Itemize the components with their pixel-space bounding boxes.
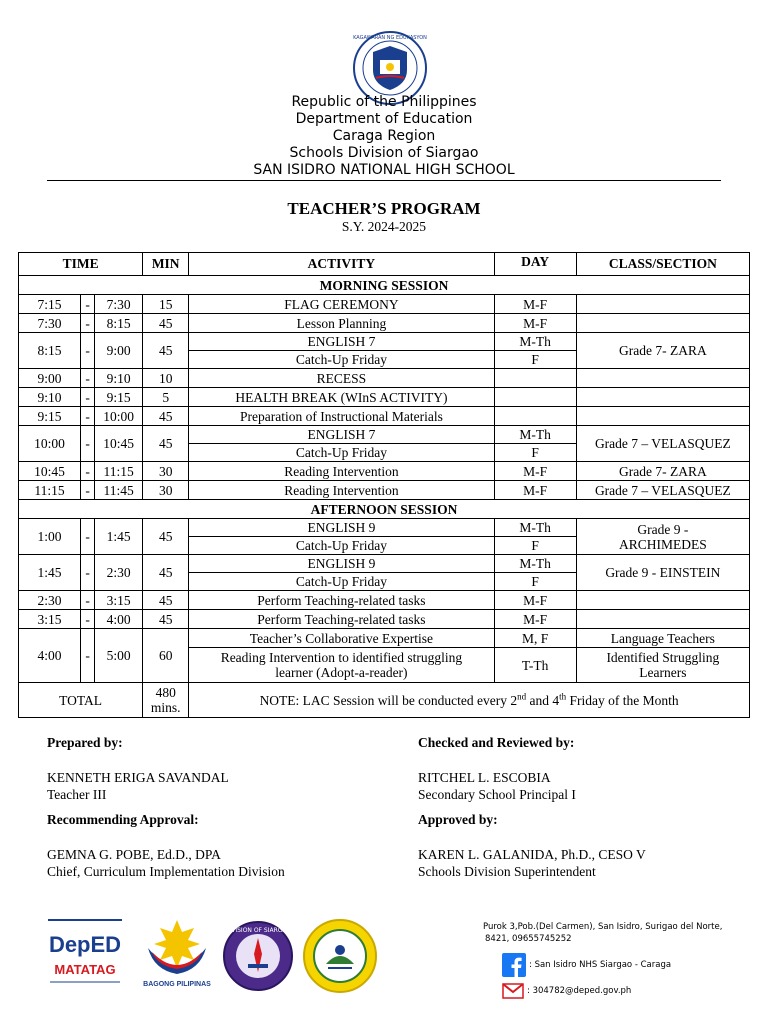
note-text: Friday of the Month [566,692,679,708]
class-section [576,610,749,629]
time-dash: - [81,591,95,610]
day: M-Th [494,555,576,573]
minutes: 45 [143,519,189,555]
activity: HEALTH BREAK (WInS ACTIVITY) [189,388,494,407]
col-activity: ACTIVITY [189,253,494,276]
minutes: 5 [143,388,189,407]
svg-text:MATATAG: MATATAG [54,962,116,977]
start-time: 3:15 [19,610,81,629]
end-time: 11:45 [95,481,143,500]
approved-name: KAREN L. GALANIDA, Ph.D., CESO V [418,847,646,862]
minutes: 60 [143,629,189,683]
morning-session-label: MORNING SESSION [19,276,750,295]
activity: Reading Intervention to identified struggling learner (Adopt-a-reader) [189,648,494,683]
checked-label: Checked and Reviewed by: [418,735,575,750]
svg-text:DIVISION OF SIARGAO: DIVISION OF SIARGAO [224,927,292,934]
day: F [494,537,576,555]
letterhead [0,94,768,179]
lac-note [189,683,750,718]
note-text: and 4 [526,692,560,708]
minutes: 45 [143,591,189,610]
activity: Reading Intervention [189,481,494,500]
end-time: 9:15 [95,388,143,407]
class-section [576,591,749,610]
day: F [494,573,576,591]
note-text: NOTE: LAC Session will be conducted every 2 [259,692,518,708]
table-row [19,462,750,481]
activity: Perform Teaching-related tasks [189,610,494,629]
activity: Perform Teaching-related tasks [189,591,494,610]
class-section: Grade 7 – VELASQUEZ [576,481,749,500]
start-time: 9:15 [19,407,81,426]
school-seal-icon [302,918,378,994]
table-row [19,407,750,426]
total-minutes: 480 mins. [143,683,189,718]
activity: ENGLISH 9 [189,555,494,573]
school-address [483,921,722,945]
activity: Preparation of Instructional Materials [189,407,494,426]
day [494,369,576,388]
recommending-name: GEMNA G. POBE, Ed.D., DPA [47,847,221,862]
class-section [576,388,749,407]
col-day: DAY [494,253,576,276]
class-section: Grade 7- ZARA [576,333,749,369]
table-row [19,388,750,407]
end-time: 8:15 [95,314,143,333]
address-line: 8421, 09655745252 [485,934,572,944]
day: M-F [494,481,576,500]
start-time: 1:00 [19,519,81,555]
time-dash: - [81,426,95,462]
start-time: 4:00 [19,629,81,683]
day: M-F [494,295,576,314]
facebook-icon [502,953,526,977]
table-row [19,481,750,500]
time-dash: - [81,388,95,407]
class-section [576,407,749,426]
school-line: SAN ISIDRO NATIONAL HIGH SCHOOL [253,162,515,178]
start-time: 2:30 [19,591,81,610]
recommending-block [47,811,285,880]
total-row [19,683,750,718]
start-time: 11:15 [19,481,81,500]
svg-text:BAGONG PILIPINAS: BAGONG PILIPINAS [143,981,211,988]
time-dash: - [81,555,95,591]
end-time: 3:15 [95,591,143,610]
region-line: Caraga Region [332,128,436,144]
table-row [19,519,750,537]
start-time: 10:00 [19,426,81,462]
activity: ENGLISH 7 [189,333,494,351]
division-line: Schools Division of Siargao [289,145,479,161]
teacher-program-table [18,252,750,718]
approved-position: Schools Division Superintendent [418,864,596,879]
document-title: TEACHER’S PROGRAM [287,199,481,218]
activity: Catch-Up Friday [189,573,494,591]
col-class: CLASS/SECTION [576,253,749,276]
end-time: 10:45 [95,426,143,462]
table-row [19,369,750,388]
day: M-Th [494,333,576,351]
end-time: 9:00 [95,333,143,369]
minutes: 10 [143,369,189,388]
note-sup: th [559,691,567,701]
start-time: 9:10 [19,388,81,407]
header-divider [47,180,721,181]
checked-position: Secondary School Principal I [418,787,576,802]
minutes: 15 [143,295,189,314]
time-dash: - [81,333,95,369]
division-of-siargao-seal-icon [222,920,294,992]
minutes: 45 [143,314,189,333]
recommending-position: Chief, Curriculum Implementation Division [47,864,285,879]
time-dash: - [81,519,95,555]
day: M-F [494,610,576,629]
prepared-label: Prepared by: [47,735,123,750]
table-row [19,333,750,351]
class-section [576,369,749,388]
checked-name: RITCHEL L. ESCOBIA [418,770,551,785]
start-time: 9:00 [19,369,81,388]
email-contact[interactable] [502,982,631,1000]
table-row [19,295,750,314]
activity: FLAG CEREMONY [189,295,494,314]
activity: Lesson Planning [189,314,494,333]
minutes: 45 [143,426,189,462]
activity: RECESS [189,369,494,388]
day: T-Th [494,648,576,683]
class-section: Grade 9 - ARCHIMEDES [576,519,749,555]
minutes: 45 [143,333,189,369]
activity: Catch-Up Friday [189,537,494,555]
class-section: Identified Struggling Learners [576,648,749,683]
email-address: : 304782@deped.gov.ph [527,986,632,996]
bagong-pilipinas-logo-icon [140,914,214,990]
afternoon-session-label: AFTERNOON SESSION [19,500,750,519]
svg-text:DepED: DepED [48,932,122,957]
day: M-Th [494,519,576,537]
prepared-name: KENNETH ERIGA SAVANDAL [47,770,229,785]
table-header-row [19,253,750,276]
day: M-F [494,591,576,610]
class-section: Grade 7 – VELASQUEZ [576,426,749,462]
end-time: 2:30 [95,555,143,591]
table-row [19,426,750,444]
activity: ENGLISH 7 [189,426,494,444]
approved-by-block [418,811,646,880]
class-section [576,314,749,333]
start-time: 7:15 [19,295,81,314]
total-label: TOTAL [19,683,143,718]
recommending-label: Recommending Approval: [47,812,199,827]
end-time: 9:10 [95,369,143,388]
class-section: Language Teachers [576,629,749,648]
class-section: Grade 9 - EINSTEIN [576,555,749,591]
end-time: 11:15 [95,462,143,481]
day: M-Th [494,426,576,444]
start-time: 8:15 [19,333,81,369]
department-line: Department of Education [295,111,473,127]
prepared-by-block [47,734,229,803]
end-time: 10:00 [95,407,143,426]
address-line: Purok 3,Pob.(Del Carmen), San Isidro, Surigao del Norte, [483,922,723,932]
minutes: 45 [143,555,189,591]
school-year: S.Y. 2024-2025 [341,219,427,234]
day: F [494,444,576,462]
note-sup: nd [517,691,527,701]
facebook-contact[interactable] [502,953,671,977]
day: M-F [494,314,576,333]
end-time: 4:00 [95,610,143,629]
col-time: TIME [19,253,143,276]
end-time: 1:45 [95,519,143,555]
time-dash: - [81,314,95,333]
day: M, F [494,629,576,648]
time-dash: - [81,462,95,481]
activity: Reading Intervention [189,462,494,481]
country-line: Republic of the Philippines [291,94,477,110]
approved-label: Approved by: [418,812,498,827]
time-dash: - [81,295,95,314]
facebook-handle: : San Isidro NHS Siargao - Caraga [529,960,672,970]
day: F [494,351,576,369]
table-row [19,610,750,629]
svg-text:KAGAWARAN NG EDUKASYON: KAGAWARAN NG EDUKASYON [353,35,427,41]
table-row [19,555,750,573]
table-row [19,314,750,333]
activity: ENGLISH 9 [189,519,494,537]
class-section [576,295,749,314]
start-time: 7:30 [19,314,81,333]
table-row [19,629,750,648]
day [494,407,576,426]
end-time: 5:00 [95,629,143,683]
activity: Catch-Up Friday [189,351,494,369]
time-dash: - [81,369,95,388]
time-dash: - [81,481,95,500]
start-time: 1:45 [19,555,81,591]
end-time: 7:30 [95,295,143,314]
day [494,388,576,407]
deped-matatag-logo-icon [46,916,124,988]
activity: Catch-Up Friday [189,444,494,462]
minutes: 30 [143,481,189,500]
col-min: MIN [143,253,189,276]
table-row [19,591,750,610]
minutes: 45 [143,407,189,426]
checked-by-block [418,734,576,803]
minutes: 30 [143,462,189,481]
day: M-F [494,462,576,481]
time-dash: - [81,407,95,426]
activity: Teacher’s Collaborative Expertise [189,629,494,648]
prepared-position: Teacher III [47,787,107,802]
start-time: 10:45 [19,462,81,481]
time-dash: - [81,629,95,683]
class-section: Grade 7- ZARA [576,462,749,481]
email-icon [502,982,524,1000]
minutes: 45 [143,610,189,629]
time-dash: - [81,610,95,629]
